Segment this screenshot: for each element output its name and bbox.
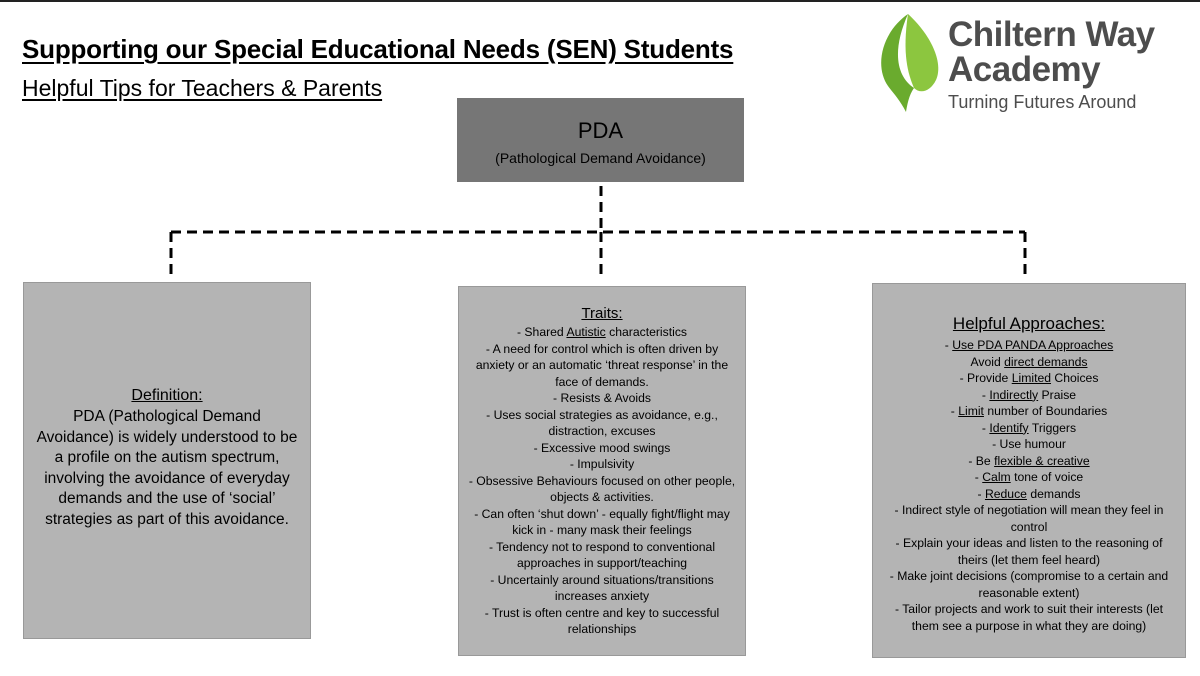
item-text: - Provide [959,371,1012,385]
logo-tagline: Turning Futures Around [948,92,1137,112]
item-text: - Impulsivity [569,457,635,471]
item-text: - Obsessive Behaviours focused on other people, objects & activities. [468,473,736,504]
definition-heading: Definition: [131,387,203,404]
item-text: - Be [968,453,995,468]
trait-item [467,440,737,457]
underlined-text: Limited [1011,371,1052,385]
trait-item [467,473,737,506]
item-text: - [981,420,990,435]
item-text: - Can often ‘shut down’ - equally fight/flight may kick in - many mask their feelings [474,506,730,537]
trait-item [467,324,737,341]
logo-name-line1: Chiltern Way [948,15,1155,54]
item-text: - Uses social strategies as avoidance, e.g., distraction, excuses [486,407,718,438]
definition-card [23,282,311,639]
item-text: characteristics [605,325,688,339]
trait-item [467,341,737,391]
traits-card [458,286,746,656]
approach-item [881,370,1177,387]
item-text: number of Boundaries [983,404,1108,418]
item-text: Praise [1038,387,1077,402]
page-subtitle: Helpful Tips for Teachers & Parents [22,75,383,101]
item-text: - Use humour [992,437,1066,451]
underlined-text: Limit [958,404,984,418]
logo-wordmark [948,17,1155,87]
underlined-text: direct demands [1004,354,1088,369]
approach-item [881,420,1177,437]
item-text: - [950,404,959,418]
approach-item [881,403,1177,420]
definition-text: PDA (Pathological Demand Avoidance) is widely understood to be a profile on the autism spectrum, involving the avoidance of everyday demands and the use of ‘social’ strategies as part of this avoidance. [36,408,298,528]
trait-item [467,390,737,407]
approach-item [881,453,1177,470]
item-text: - A need for control which is often driven by anxiety or an automatic ‘threat response’ in the face of demands. [475,341,729,389]
item-text: - Tailor projects and work to suit their interests (let them see a purpose in what they are doing) [894,602,1163,633]
item-text: tone of voice [1010,470,1084,484]
trait-item [467,605,737,638]
approach-item [881,387,1177,404]
approach-item [881,436,1177,453]
item-text: Triggers [1028,420,1077,435]
traits-list [467,324,737,638]
trait-item [467,407,737,440]
item-text: Choices [1051,371,1099,385]
approach-item [881,601,1177,634]
item-text: - Uncertainly around situations/transitions increases anxiety [490,572,714,603]
underlined-text: Reduce [984,486,1027,501]
approach-item [881,502,1177,535]
approach-item [881,469,1177,486]
trait-item [467,506,737,539]
item-text: - Indirect style of negotiation will mean they feel in control [894,503,1164,534]
approach-item [881,535,1177,568]
item-text: - [944,338,953,352]
approach-item [881,486,1177,503]
root-node-title: PDA [577,118,624,143]
trait-item [467,572,737,605]
underlined-text: Autistic [566,325,606,339]
item-text: demands [1026,486,1081,501]
leaf-icon [878,14,944,112]
item-text: - [977,486,985,501]
item-text: - [981,387,990,402]
academy-logo [878,14,1188,114]
item-text: - Explain your ideas and listen to the reasoning of theirs (let them feel heard) [895,536,1163,567]
item-text: - Excessive mood swings [533,440,671,455]
trait-item [467,539,737,572]
logo-name-line2: Academy [948,50,1101,89]
item-text: Avoid [970,354,1005,369]
approach-item [881,337,1177,354]
approach-item [881,354,1177,371]
root-node [457,98,744,182]
item-text: - Resists & Avoids [553,391,651,405]
underlined-text: flexible & creative [994,453,1090,468]
top-border-line [0,0,1200,2]
approach-item [881,568,1177,601]
root-node-subtitle: (Pathological Demand Avoidance) [495,150,706,166]
item-text: - Tendency not to respond to conventional approaches in support/teaching [488,539,716,570]
underlined-text: Identify [989,420,1029,435]
item-text: - Trust is often centre and key to successful relationships [484,605,720,636]
underlined-text: Calm [982,470,1011,484]
approaches-card [872,283,1186,658]
item-text: - Make joint decisions (compromise to a certain and reasonable extent) [889,569,1169,600]
underlined-text: Indirectly [989,387,1039,402]
page-title: Supporting our Special Educational Needs (SEN) Students [22,34,734,64]
item-text: - Shared [516,325,567,339]
trait-item [467,456,737,473]
item-text: - [974,470,983,484]
approaches-heading: Helpful Approaches: [952,314,1106,333]
approaches-list [881,337,1177,634]
underlined-text: Use PDA PANDA Approaches [952,338,1114,352]
traits-heading: Traits: [581,305,623,322]
